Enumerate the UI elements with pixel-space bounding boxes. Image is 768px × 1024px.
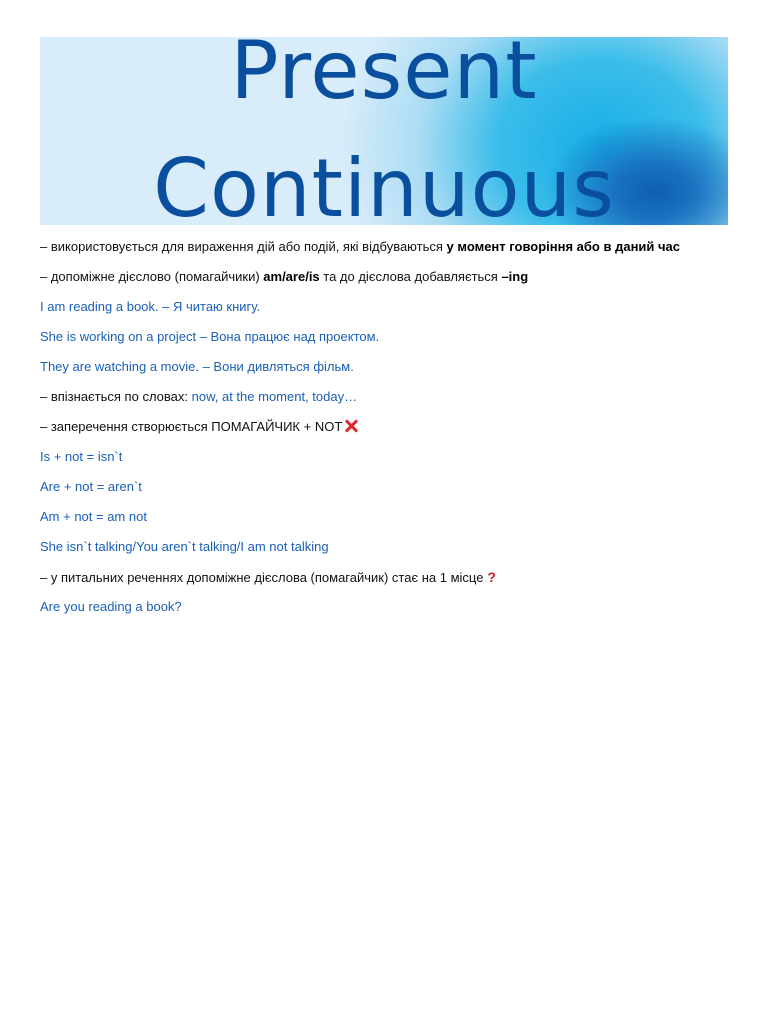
example-3: They are watching a movie. – Вони дивляться фільм. bbox=[40, 359, 354, 374]
rule-usage bbox=[40, 236, 740, 266]
ing-suffix: –ing bbox=[501, 269, 529, 284]
rule-markers-text: – впізнається по словах: bbox=[40, 389, 192, 404]
rule-formation bbox=[40, 266, 740, 296]
rule-question-text: – у питальних реченнях допоміжне дієслова (помагайчик) стає на 1 місце bbox=[40, 570, 484, 585]
document-body bbox=[40, 236, 740, 626]
negation-am: Am + not = am not bbox=[40, 509, 147, 524]
auxiliary-verbs: am/are/is bbox=[263, 269, 320, 284]
rule-usage-emphasis: у момент говоріння або в даний час bbox=[446, 239, 681, 254]
example-1: I am reading a book. – Я читаю книгу. bbox=[40, 299, 261, 314]
rule-negation bbox=[40, 416, 740, 446]
negation-is: Is + not = isn`t bbox=[40, 449, 123, 464]
cross-mark-icon bbox=[344, 419, 358, 433]
rule-formation-text-1: – допоміжне дієслово (помагайчики) bbox=[40, 269, 264, 284]
title-banner bbox=[40, 37, 728, 225]
page-title-line-2: Continuous bbox=[153, 142, 615, 225]
negation-example: She isn`t talking/You aren`t talking/I am not talking bbox=[40, 539, 329, 554]
question-example: Are you reading a book? bbox=[40, 599, 182, 614]
rule-markers bbox=[40, 386, 740, 416]
marker-words: now, at the moment, today… bbox=[191, 389, 358, 404]
example-2: She is working on a project – Вона працює над проектом. bbox=[40, 329, 380, 344]
negation-are: Are + not = aren`t bbox=[40, 479, 142, 494]
page-title-line-1: Present bbox=[230, 37, 538, 117]
rule-negation-text: – заперечення створюється ПОМАГАЙЧИК + NOT bbox=[40, 419, 343, 434]
red-question-mark-icon: ? bbox=[487, 569, 496, 585]
rule-usage-text: – використовується для вираження дій або подій, які відбуваються bbox=[40, 239, 447, 254]
rule-formation-text-2: та до дієслова добавляється bbox=[319, 269, 502, 284]
rule-question bbox=[40, 566, 740, 596]
